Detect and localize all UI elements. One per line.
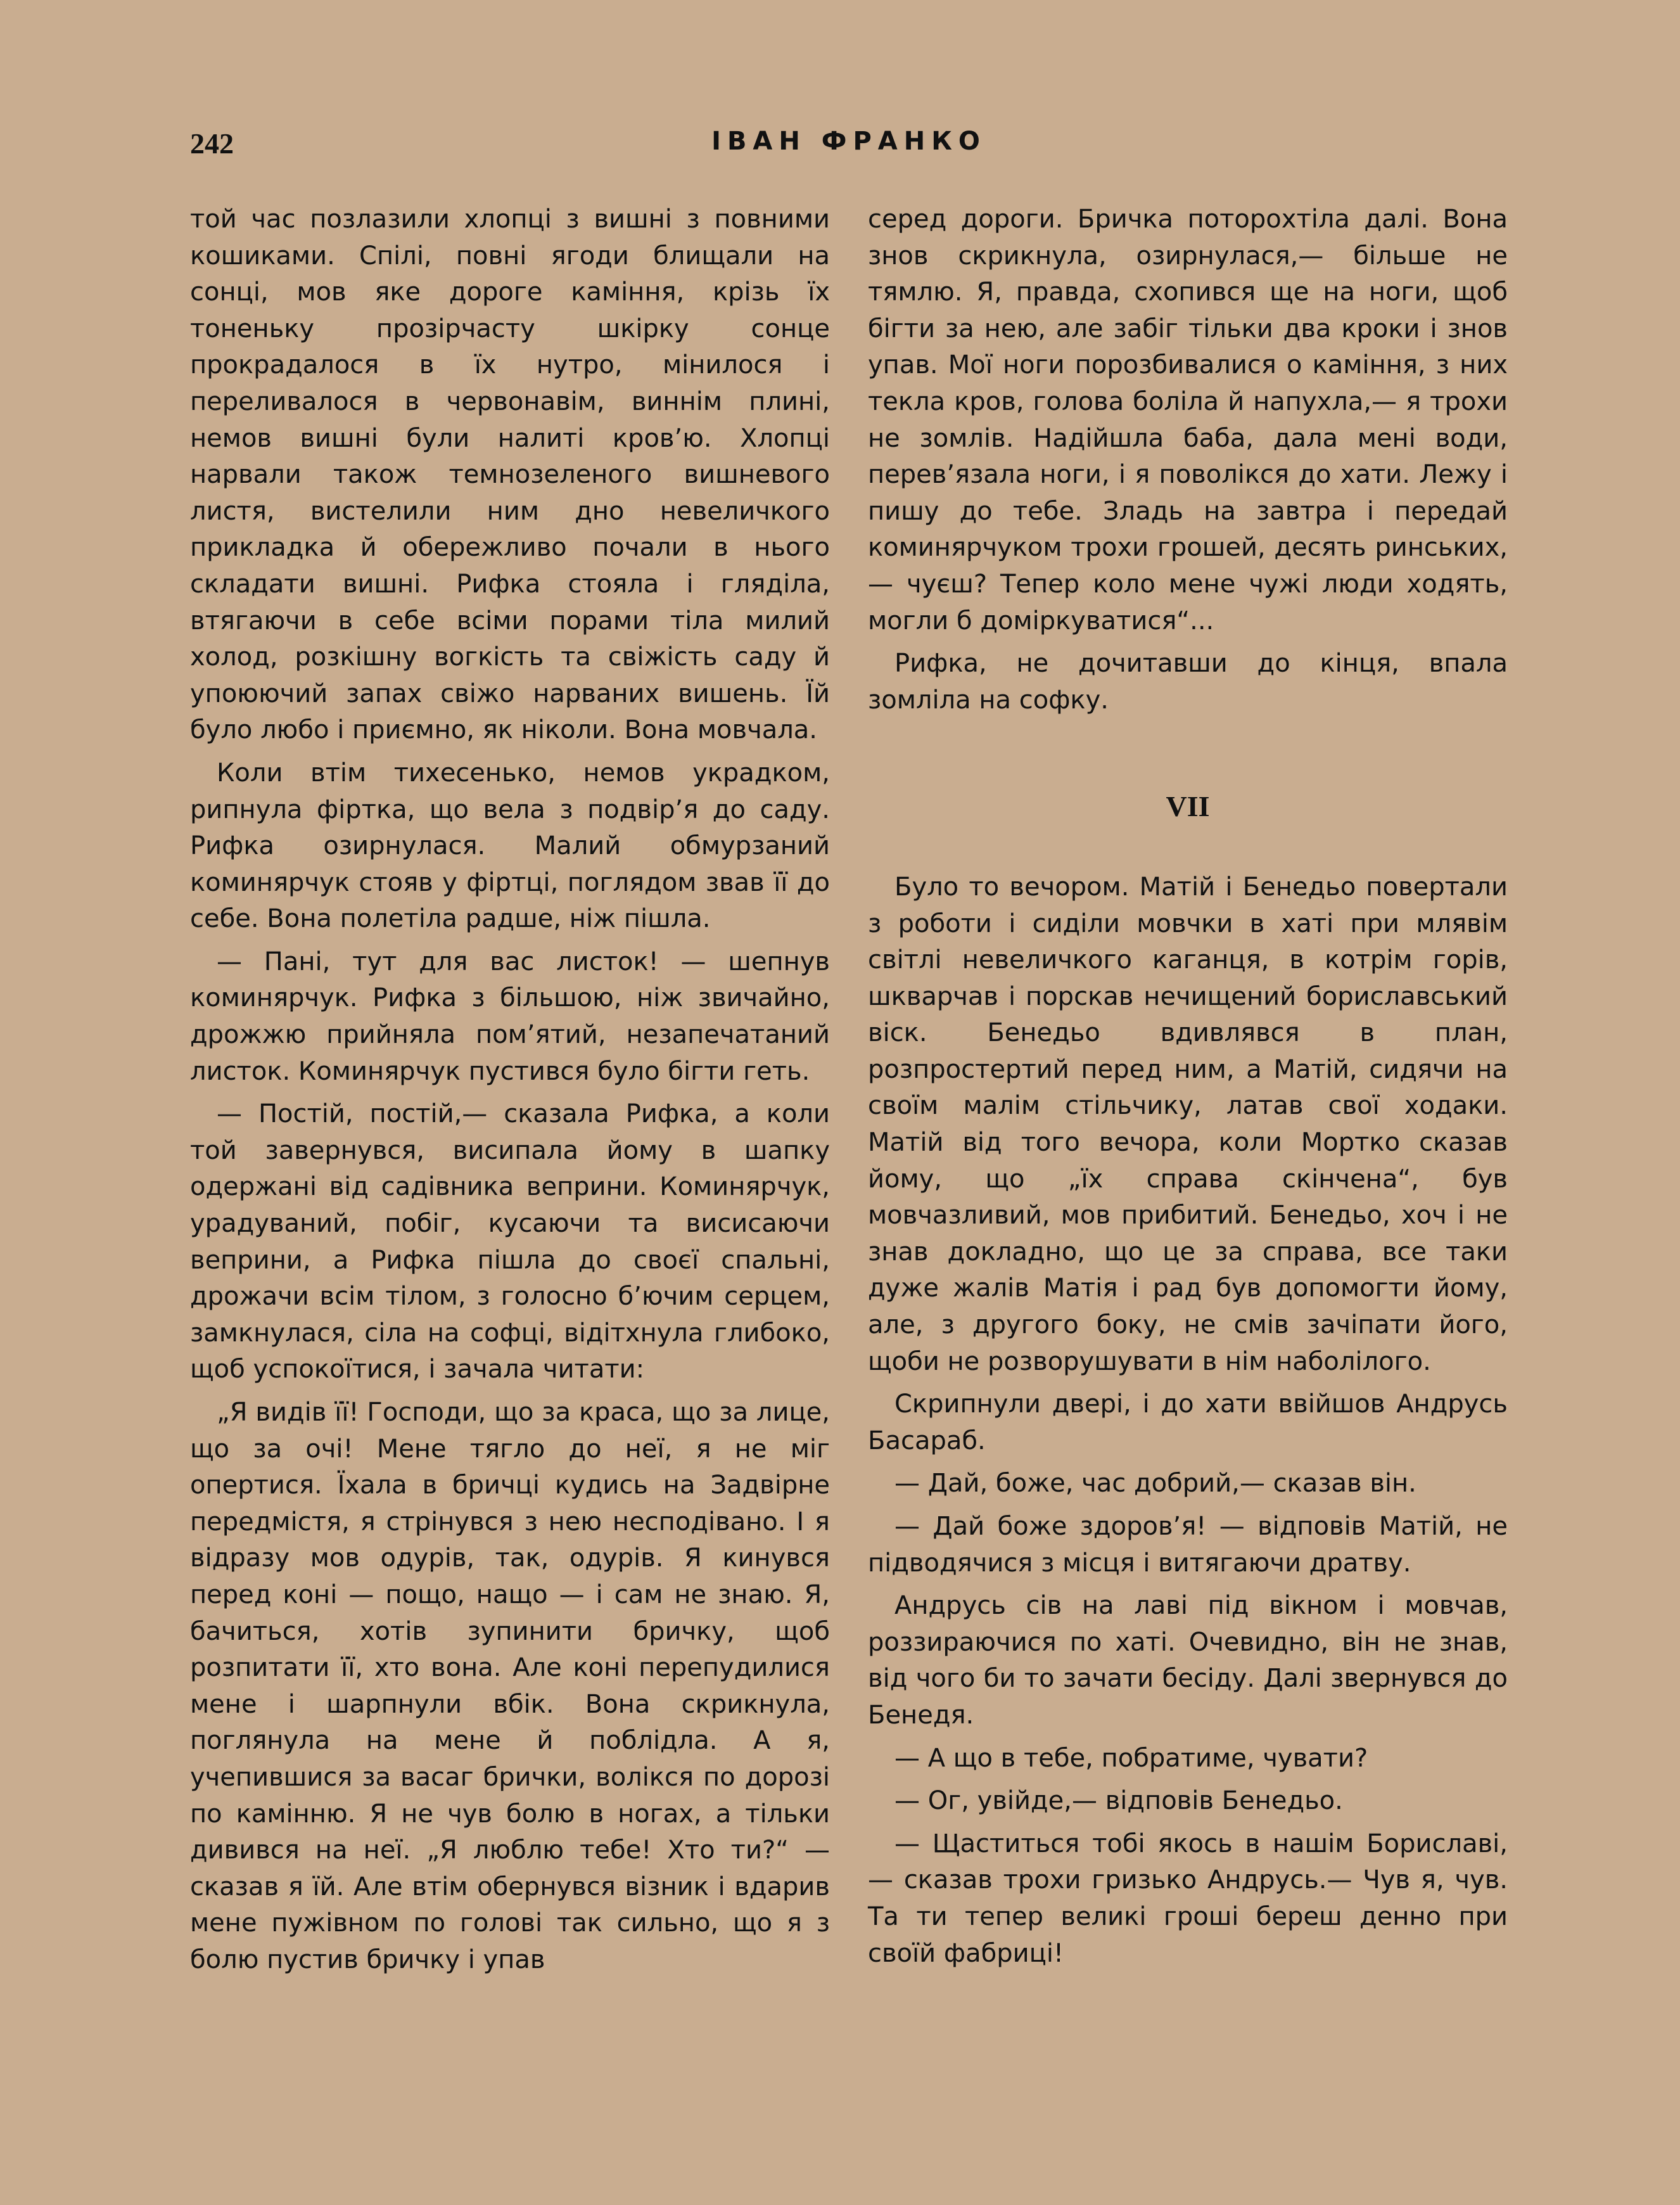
paragraph: серед дороги. Бричка поторохтіла далі. Вона знов скрикнула, озирнулася,— більше не тямлю. Я, правда, схопився ще на ноги, щоб бігти за нею, але забіг тільки два кроки і знов упав. Мої ноги порозбивалися о каміння, з них текла кров, голова боліла й напухла,— я трохи не зомлів. Надійшла баба, дала мені води, перев’язала ноги, і я поволікся до хати. Лежу і пишу до тебе. Зладь на завтра і передай коминярчуком трохи грошей, десять ринських, — чуєш? Тепер коло мене чужі люди ходять, могли б доміркуватися“... xyxy=(868,205,1508,636)
paragraph: Скрипнули двері, і до хати ввійшов Андрусь Басараб. xyxy=(868,1390,1508,1455)
paragraph: — А що в тебе, побратиме, чувати? xyxy=(894,1743,1368,1773)
page-header xyxy=(190,127,1508,171)
right-column xyxy=(868,201,1508,1978)
paragraph: — Ог, увійде,— відповів Бенедьо. xyxy=(894,1786,1343,1816)
left-column xyxy=(190,201,830,1985)
paragraph: — Пані, тут для вас листок! — шепнув коминярчук. Рифка з більшою, ніж звичайно, дрожжю прийняла пом’ятий, незапечатаний листок. Коминярчук пустився було бігти геть. xyxy=(190,947,830,1086)
page-number: 242 xyxy=(190,127,234,160)
running-head: ІВАН ФРАНКО xyxy=(711,127,986,156)
paragraph: Коли втім тихесенько, немов украдком, рипнула фіртка, що вела з подвір’я до саду. Рифка озирнулася. Малий обмурзаний коминярчук стояв у фіртці, поглядом звав її до себе. Вона полетіла радше, ніж пішла. xyxy=(190,758,830,934)
paragraph: Було то вечором. Матій і Бенедьо повертали з роботи і сиділи мовчки в хаті при млявім світлі невеличкого каганця, в котрім горів, шкварчав і порскав нечищений бориславський віск. Бенедьо вдивлявся в план, розпростертий перед ним, а Матій, сидячи на своїм малім стільчику, латав свої ходаки. Матій від того вечора, коли Мортко сказав йому, що „їх справа скінчена“, був мовчазливий, мов прибитий. Бенедьо, хоч і не знав докладно, що це за справа, все таки дуже жалів Матія і рад був допомогти йому, але, з другого боку, не смів зачіпати його, щоби не розворушувати в нім наболілого. xyxy=(868,872,1508,1376)
paragraph: „Я видів її! Господи, що за краса, що за лице, що за очі! Мене тягло до неї, я не міг опертися. Їхала в бричці кудись на Задвірне передмістя, я стрінувся з нею несподівано. І я відразу мов одурів, так, одурів. Я кинувся перед коні — пощо, нащо — і сам не знаю. Я, бачиться, хотів зупинити бричку, щоб розпитати її, хто вона. Але коні перепудилися мене і шарпнули вбік. Вона скрикнула, поглянула на мене й поблідла. А я, учепившися за васаг брички, волікся по дорозі по камінню. Я не чув болю в ногах, а тільки дивився на неї. „Я люблю тебе! Хто ти?“ — сказав я їй. Але втім обернувся візник і вдарив мене пужівном по голові так сильно, що я з болю пустив бричку і упав xyxy=(190,1398,830,1974)
paragraph: — Дай, боже, час добрий,— сказав він. xyxy=(894,1469,1416,1499)
chapter-heading: VII xyxy=(1166,790,1210,823)
paragraph: — Постій, постій,— сказала Рифка, а коли той завернувся, висипала йому в шапку одержані від садівника веприни. Коминярчук, урадуваний, побіг, кусаючи та висисаючи веприни, а Рифка пішла до своєї спальні, дрожачи всім тілом, з голосно б’ючим серцем, замкнулася, сіла на софці, відітхнула глибоко, щоб успокоїтися, і зачала читати: xyxy=(190,1099,830,1384)
paragraph: — Щаститься тобі якось в нашім Бориславі, — сказав трохи гризько Андрусь.— Чув я, чув. Та ти тепер великі гроші береш денно при своїй фабриці! xyxy=(868,1829,1508,1968)
paragraph: Рифка, не дочитавши до кінця, впала зомліла на софку. xyxy=(868,649,1508,715)
paragraph: — Дай боже здоров’я! — відповів Матій, не підводячися з місця і витягаючи дратву. xyxy=(868,1512,1508,1578)
paragraph: той час позлазили хлопці з вишні з повними кошиками. Спілі, повні ягоди блищали на сонці, мов яке дороге каміння, крізь їх тоненьку прозірчасту шкірку сонце прокрадалося в їх нутро, мінилося і переливалося в червонавім, виннім плині, немов вишні були налиті кров’ю. Хлопці нарвали також темнозеленого вишневого листя, вистелили ним дно невеличкого прикладка й обережливо почали в нього складати вишні. Рифка стояла і гляділа, втягаючи в себе всіми порами тіла милий холод, розкішну вогкість та свіжість саду й упоюючий запах свіжо нарваних вишень. Їй було любо і приємно, як ніколи. Вона мовчала. xyxy=(190,205,830,745)
paragraph: Андрусь сів на лаві під вікном і мовчав, роззираючися по хаті. Очевидно, він не знав, від чого би то зачати бесіду. Далі звернувся до Бенедя. xyxy=(868,1591,1508,1730)
